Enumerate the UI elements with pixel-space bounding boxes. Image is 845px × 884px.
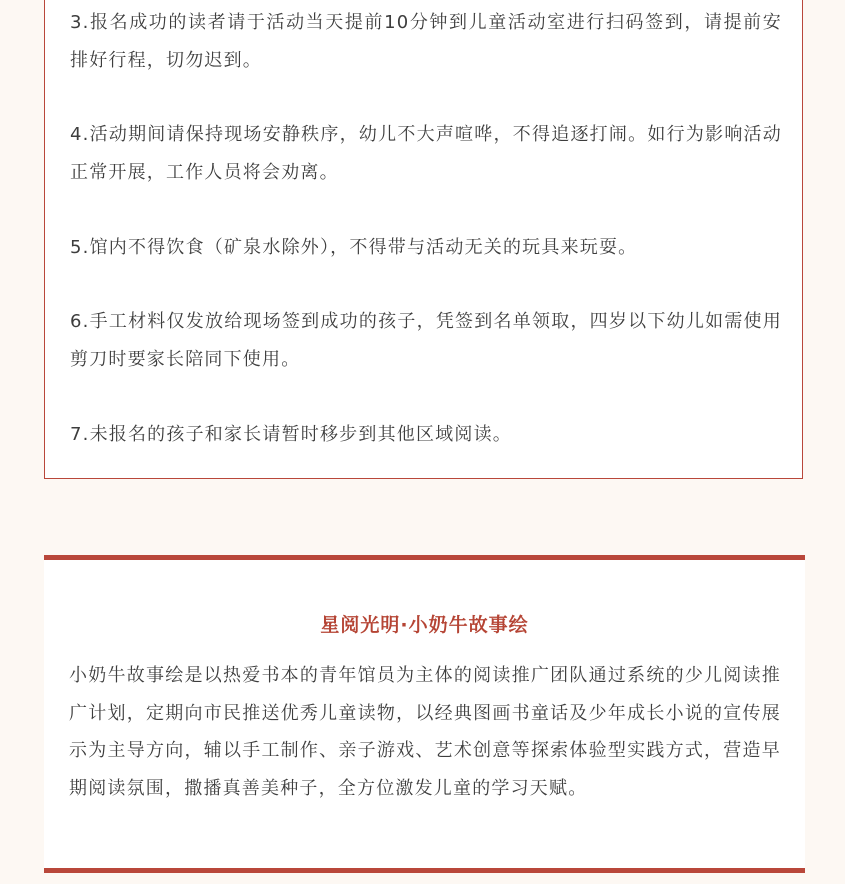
rule-item-3: 3.报名成功的读者请于活动当天提前10分钟到儿童活动室进行扫码签到，请提前安排好行程，切勿迟到。 bbox=[70, 12, 782, 71]
activity-rules-box bbox=[44, 0, 803, 479]
rule-item-5: 5.馆内不得饮食（矿泉水除外），不得带与活动无关的玩具来玩耍。 bbox=[70, 237, 638, 258]
rule-item-4: 4.活动期间请保持现场安静秩序，幼儿不大声喧哗，不得追逐打闹。如行为影响活动正常开展，工作人员将会劝离。 bbox=[70, 124, 782, 183]
rule-item-7: 7.未报名的孩子和家长请暂时移步到其他区域阅读。 bbox=[70, 424, 512, 445]
section-title: 星阅光明·小奶牛故事绘 bbox=[320, 614, 529, 636]
section-description: 小奶牛故事绘是以热爱书本的青年馆员为主体的阅读推广团队通过系统的少儿阅读推广计划，定期向市民推送优秀儿童读物，以经典图画书童话及少年成长小说的宣传展示为主导方向，辅以手工制作、亲子游戏、艺术创意等探索体验型实践方式，营造早期阅读氛围，撒播真善美种子，全方位激发儿童的学习天赋。 bbox=[69, 665, 781, 799]
story-intro-card bbox=[44, 555, 805, 873]
rule-item-6: 6.手工材料仅发放给现场签到成功的孩子，凭签到名单领取，四岁以下幼儿如需使用剪刀时要家长陪同下使用。 bbox=[70, 311, 782, 370]
